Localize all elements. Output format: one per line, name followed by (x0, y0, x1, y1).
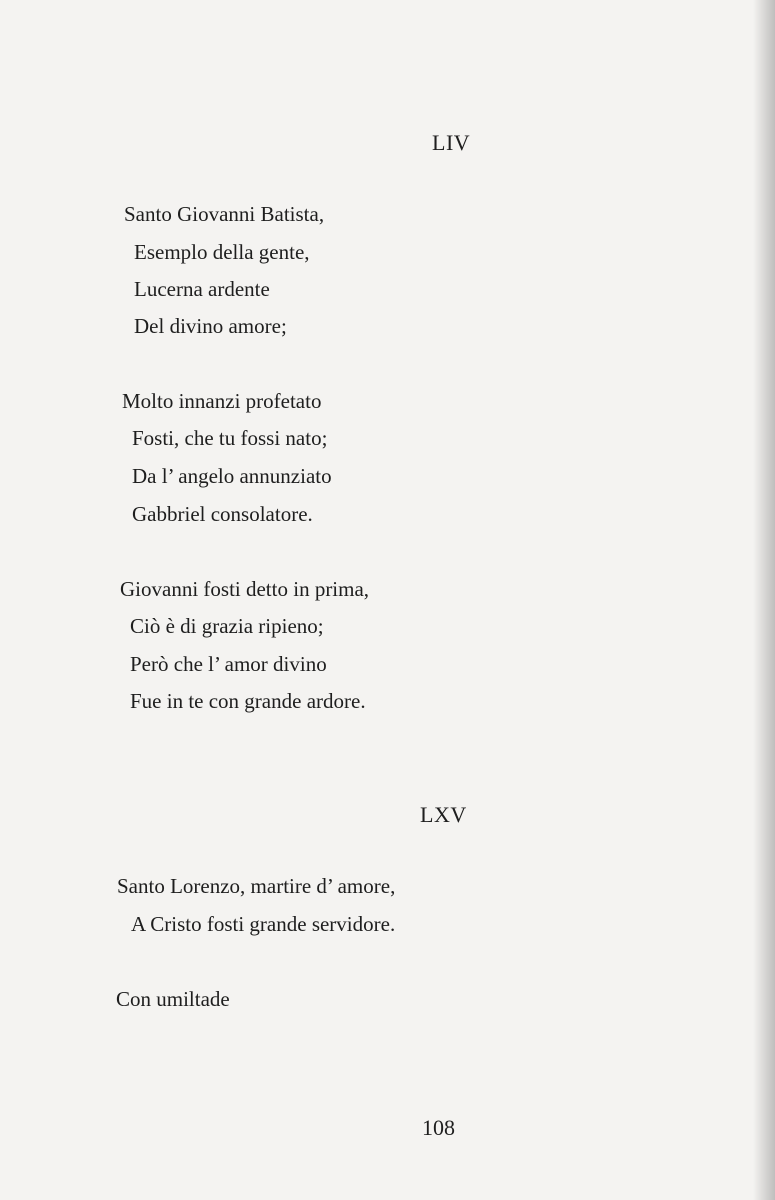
verse-line: Santo Giovanni Batista, (124, 202, 325, 226)
verse-line: A Cristo fosti grande servidore. (131, 912, 396, 936)
verse-line: Con umiltade (116, 987, 230, 1011)
page-number: 108 (422, 1115, 455, 1140)
verse-line: Molto innanzi profetato (122, 389, 322, 413)
verse-line: Ciò è di grazia ripieno; (130, 614, 324, 638)
verse-line: Però che l’ amor divino (130, 652, 327, 676)
verse-line: Da l’ angelo annunziato (132, 464, 332, 488)
verse-line: Gabbriel consolatore. (132, 502, 313, 526)
verse-line: Giovanni fosti detto in prima, (120, 577, 370, 601)
verse-line: Del divino amore; (134, 314, 287, 338)
verse-line: Fosti, che tu fossi nato; (132, 426, 328, 450)
verse-line: Lucerna ardente (134, 277, 270, 301)
verse-line: Santo Lorenzo, martire d’ amore, (117, 874, 396, 898)
poem-title-lxv: LXV (420, 802, 467, 827)
poem-title-liv: LIV (432, 130, 471, 155)
verse-line: Fue in te con grande ardore. (130, 689, 366, 713)
verse-line: Esemplo della gente, (134, 240, 310, 264)
page-edge-shadow (753, 0, 775, 1200)
